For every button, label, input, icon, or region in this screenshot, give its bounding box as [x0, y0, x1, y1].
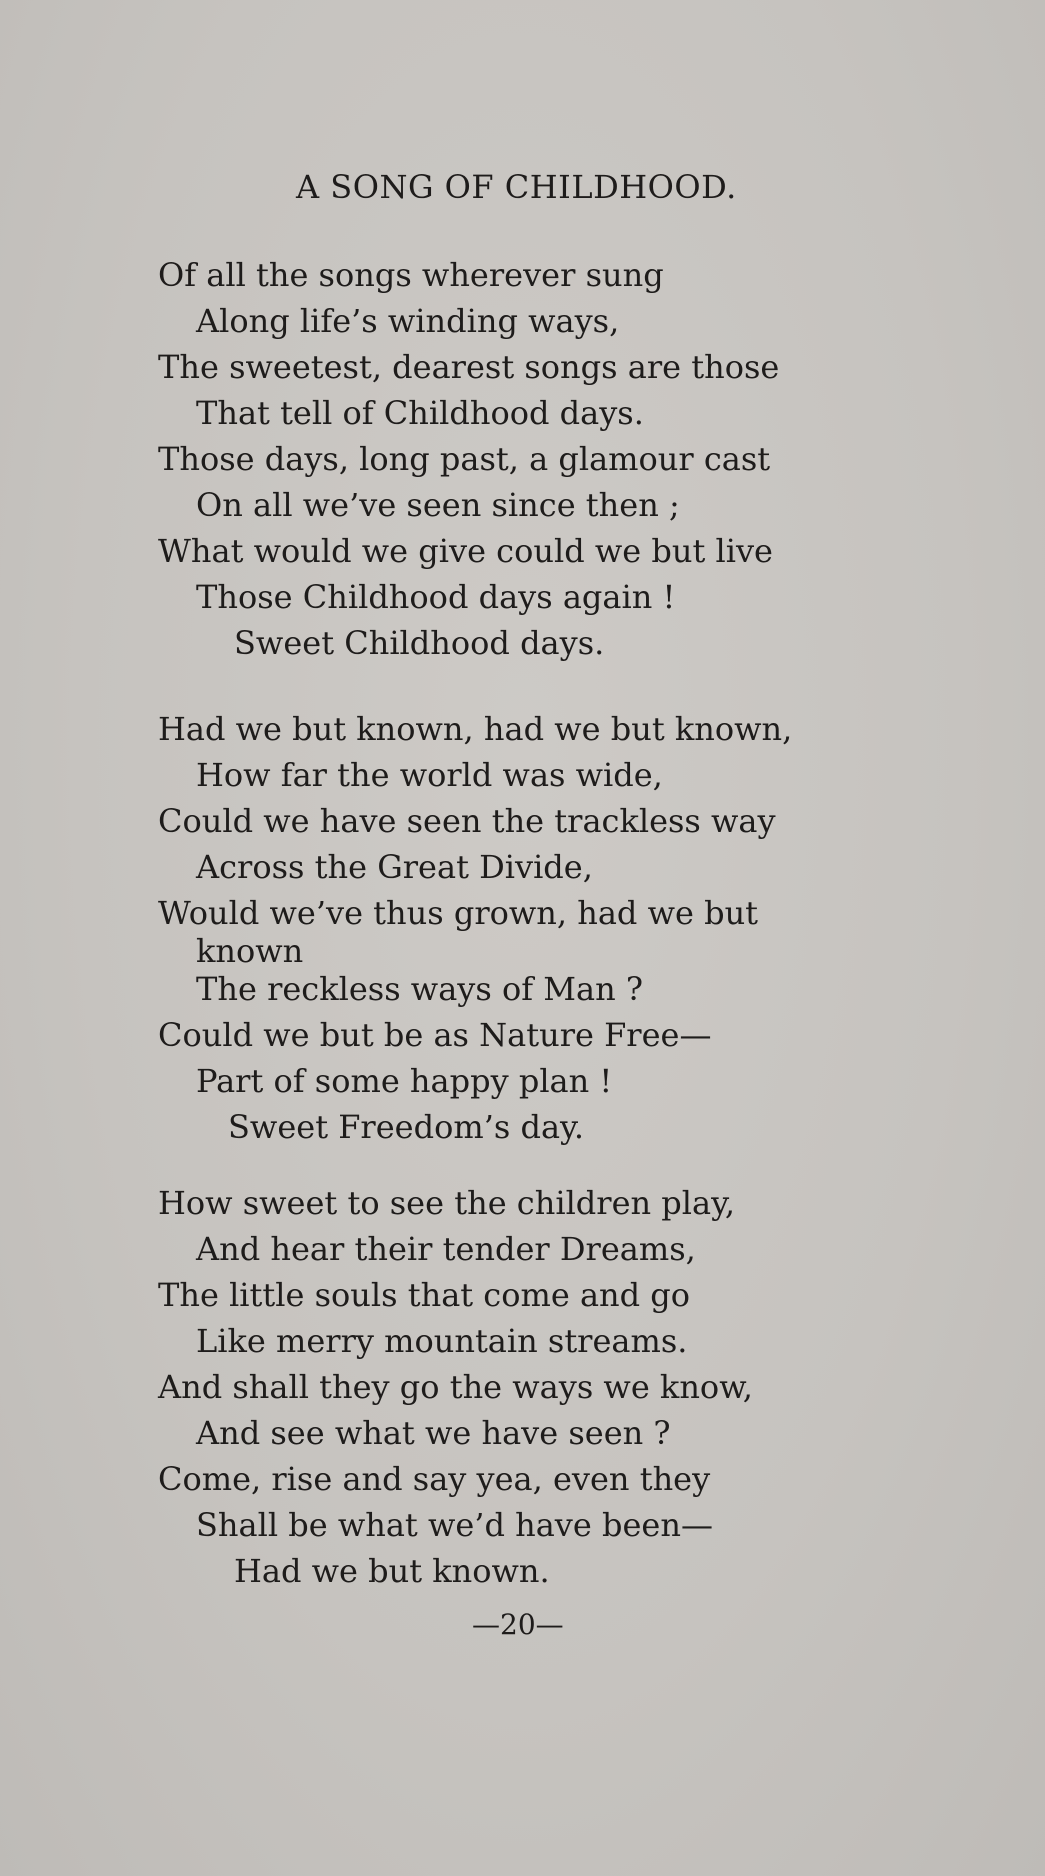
verse-line: Come, rise and say yea, even they — [158, 1460, 711, 1498]
verse-line: Of all the songs wherever sung — [158, 256, 664, 294]
stanza-1 — [158, 252, 898, 666]
verse-line: The sweetest, dearest songs are those — [158, 348, 780, 386]
verse-line: Those days, long past, a glamour cast — [158, 440, 771, 478]
verse-line: The reckless ways of Man ? — [196, 970, 643, 1008]
verse-line: How far the world was wide, — [196, 756, 663, 794]
page-number: —20— — [472, 1608, 564, 1641]
verse-line: How sweet to see the children play, — [158, 1184, 736, 1222]
verse-line: That tell of Childhood days. — [196, 394, 644, 432]
verse-line: And see what we have seen ? — [196, 1414, 671, 1452]
verse-line: Part of some happy plan ! — [196, 1062, 613, 1100]
verse-line: Like merry mountain streams. — [196, 1322, 688, 1360]
verse-line: On all we’ve seen since then ; — [196, 486, 680, 524]
stanza-3 — [158, 1180, 898, 1594]
stanza-2 — [158, 706, 898, 1150]
verse-line: Those Childhood days again ! — [196, 578, 676, 616]
verse-line: And hear their tender Dreams, — [196, 1230, 696, 1268]
verse-line: Across the Great Divide, — [196, 848, 593, 886]
verse-line: Could we have seen the trackless way — [158, 802, 776, 840]
verse-refrain: Had we but known. — [234, 1552, 550, 1590]
verse-line: Shall be what we’d have been— — [196, 1506, 713, 1544]
verse-line: Could we but be as Nature Free— — [158, 1016, 712, 1054]
poem-title: A SONG OF CHILDHOOD. — [296, 168, 737, 206]
verse-line-continuation: known — [196, 932, 304, 970]
verse-line: What would we give could we but live — [158, 532, 773, 570]
verse-refrain: Sweet Childhood days. — [234, 624, 605, 662]
verse-line: And shall they go the ways we know, — [158, 1368, 753, 1406]
verse-line: The little souls that come and go — [158, 1276, 691, 1314]
verse-refrain: Sweet Freedom’s day. — [228, 1108, 585, 1146]
verse-line: Would we’ve thus grown, had we but — [158, 894, 759, 932]
verse-line: Had we but known, had we but known, — [158, 710, 793, 748]
verse-line: Along life’s winding ways, — [196, 302, 620, 340]
